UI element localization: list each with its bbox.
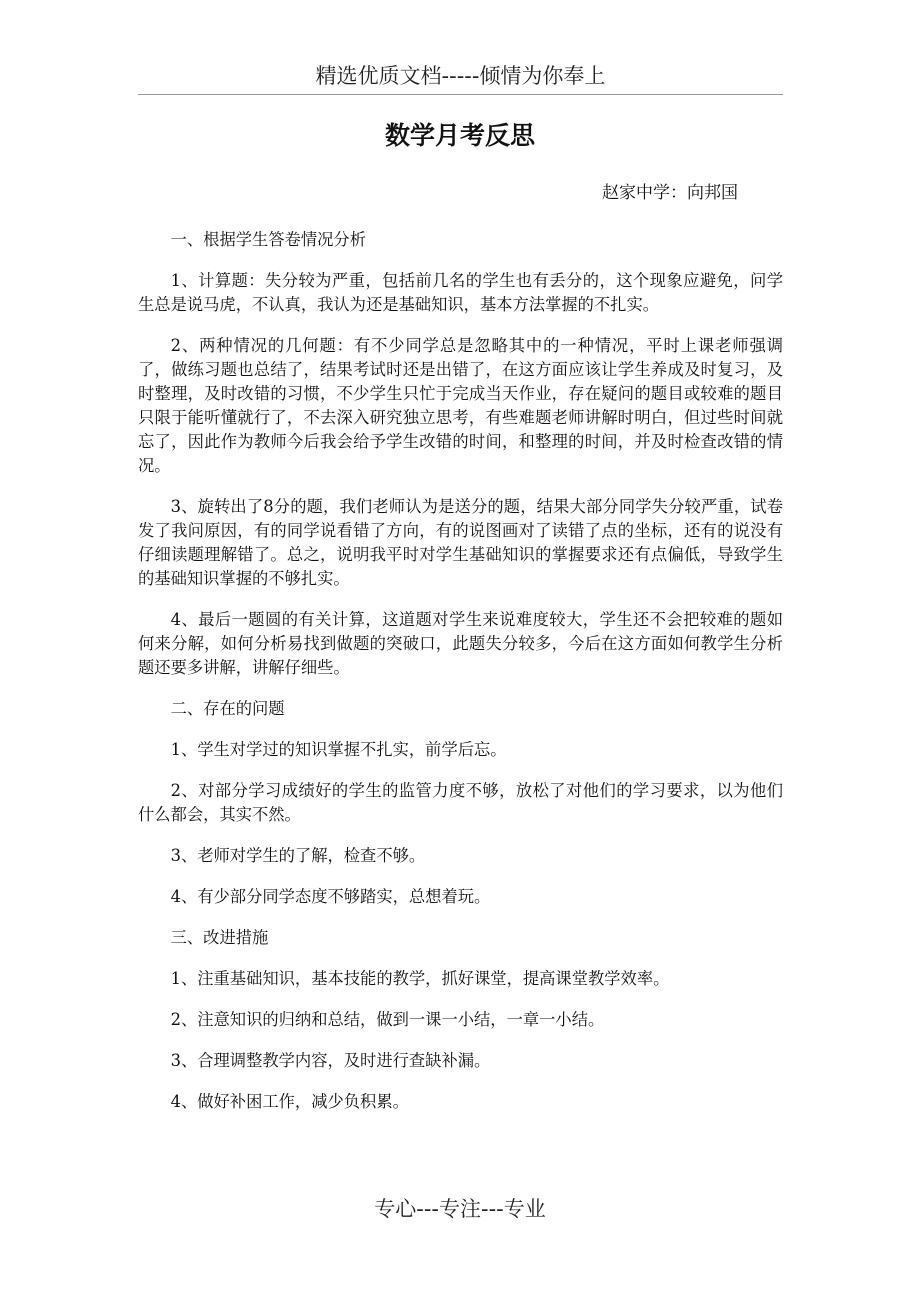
section-heading-analysis: 一、根据学生答卷情况分析 — [170, 230, 366, 249]
paragraph: 4、有少部分同学态度不够踏实，总想着玩。 — [170, 887, 491, 906]
paragraph: 4、最后一题圆的有关计算，这道题对学生来说难度较大，学生还不会把较难的题如何来分解，如何分析易找到做题的突破口，此题失分较多，今后在这方面如何教学生分析题还要多讲解，讲解仔细些。 — [138, 610, 783, 677]
paragraph: 1、注重基础知识，基本技能的教学，抓好课堂，提高课堂教学效率。 — [170, 969, 670, 988]
document-title: 数学月考反思 — [384, 121, 535, 150]
paragraph: 2、注意知识的归纳和总结，做到一课一小结，一章一小结。 — [170, 1010, 605, 1029]
paragraph: 4、做好补困工作，减少负积累。 — [170, 1092, 409, 1111]
paragraph: 3、旋转出了8分的题，我们老师认为是送分的题，结果大部分同学失分较严重，试卷发了我问原因，有的同学说看错了方向，有的说图画对了读错了点的坐标，还有的说没有仔细读题理解错了。总之，说明我平时对学生基础知识的掌握要求还有点偏低，导致学生的基础知识掌握的不够扎实。 — [138, 497, 783, 588]
paragraph: 2、两种情况的几何题：有不少同学总是忽略其中的一种情况，平时上课老师强调了，做练习题也总结了，结果考试时还是出错了，在这方面应该让学生养成及时复习，及时整理，及时改错的习惯，不少学生只忙于完成当天作业，存在疑问的题目或较难的题目只限于能听懂就行了，不去深入研究独立思考，有些难题老师讲解时明白，但过些时间就忘了，因此作为教师今后我会给予学生改错的时间，和整理的时间，并及时检查改错的情况。 — [138, 336, 783, 475]
page-header: 精选优质文档-----倾情为你奉上 — [138, 62, 783, 95]
author-line: 赵家中学：向邦国 — [602, 183, 738, 203]
paragraph: 1、计算题：失分较为严重，包括前几名的学生也有丢分的，这个现象应避免，问学生总是说马虎，不认真，我认为还是基础知识，基本方法掌握的不扎实。 — [138, 271, 783, 314]
section-heading-measures: 三、改进措施 — [170, 928, 269, 947]
document-body — [138, 228, 783, 1131]
paragraph: 3、合理调整教学内容，及时进行查缺补漏。 — [170, 1051, 491, 1070]
paragraph: 2、对部分学习成绩好的学生的监管力度不够，放松了对他们的学习要求，以为他们什么都会，其实不然。 — [138, 781, 783, 824]
paragraph: 1、学生对学过的知识掌握不扎实，前学后忘。 — [170, 740, 507, 759]
paragraph: 3、老师对学生的了解，检查不够。 — [170, 846, 426, 865]
page-footer: 专心---专注---专业 — [374, 1197, 546, 1221]
section-heading-problems: 二、存在的问题 — [170, 699, 285, 718]
